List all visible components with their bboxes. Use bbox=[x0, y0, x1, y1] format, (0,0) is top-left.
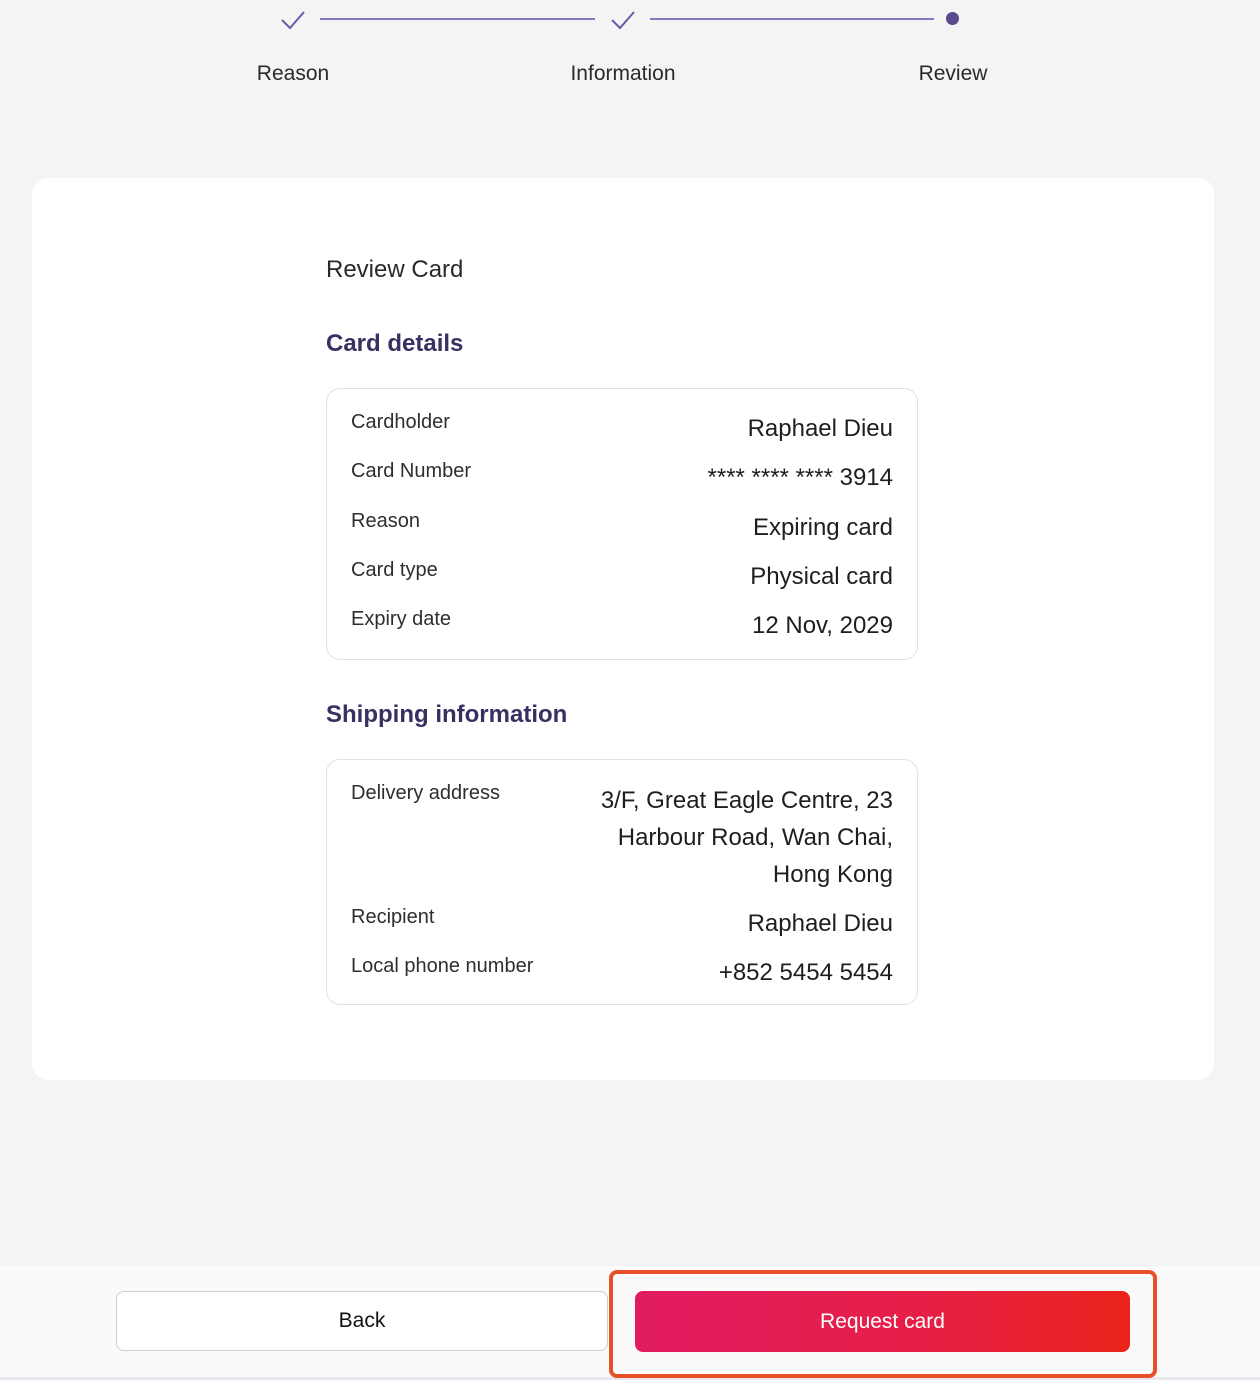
shipping-information-heading: Shipping information bbox=[326, 701, 568, 728]
detail-value: Expiring card bbox=[752, 514, 893, 541]
request-card-button[interactable]: Request card bbox=[635, 1291, 1130, 1352]
detail-value: 3/F, Great Eagle Centre, 23 Harbour Road, Wan Chai, Hong Kong bbox=[600, 787, 893, 888]
detail-key: Card Number bbox=[351, 460, 472, 482]
detail-value: +852 5454 5454 bbox=[718, 959, 893, 986]
detail-value: Raphael Dieu bbox=[747, 910, 893, 937]
detail-key: Cardholder bbox=[351, 411, 450, 433]
detail-key: Delivery address bbox=[351, 782, 500, 804]
back-button[interactable]: Back bbox=[116, 1291, 608, 1351]
detail-value: Physical card bbox=[750, 563, 893, 590]
step-connector bbox=[320, 18, 595, 20]
shipping-info-box bbox=[326, 759, 918, 1005]
step-label-reason: Reason bbox=[256, 62, 330, 85]
current-step-dot-icon bbox=[946, 12, 959, 25]
detail-row bbox=[351, 782, 893, 902]
page-title: Review Card bbox=[326, 256, 464, 283]
detail-value: Raphael Dieu bbox=[747, 415, 893, 442]
detail-value: 12 Nov, 2029 bbox=[752, 612, 893, 639]
detail-key: Card type bbox=[351, 559, 438, 581]
check-icon bbox=[609, 6, 637, 34]
step-connector bbox=[650, 18, 934, 20]
detail-key: Expiry date bbox=[351, 608, 452, 630]
progress-stepper bbox=[0, 0, 1260, 110]
check-icon bbox=[279, 6, 307, 34]
step-label-information: Information bbox=[570, 62, 676, 85]
detail-key: Local phone number bbox=[351, 955, 534, 977]
detail-value: **** **** **** 3914 bbox=[707, 464, 893, 491]
card-details-box bbox=[326, 388, 918, 660]
step-label-review: Review bbox=[918, 62, 988, 85]
detail-key: Reason bbox=[351, 510, 420, 532]
detail-key: Recipient bbox=[351, 906, 435, 928]
review-panel bbox=[32, 178, 1214, 1080]
card-details-heading: Card details bbox=[326, 330, 464, 357]
